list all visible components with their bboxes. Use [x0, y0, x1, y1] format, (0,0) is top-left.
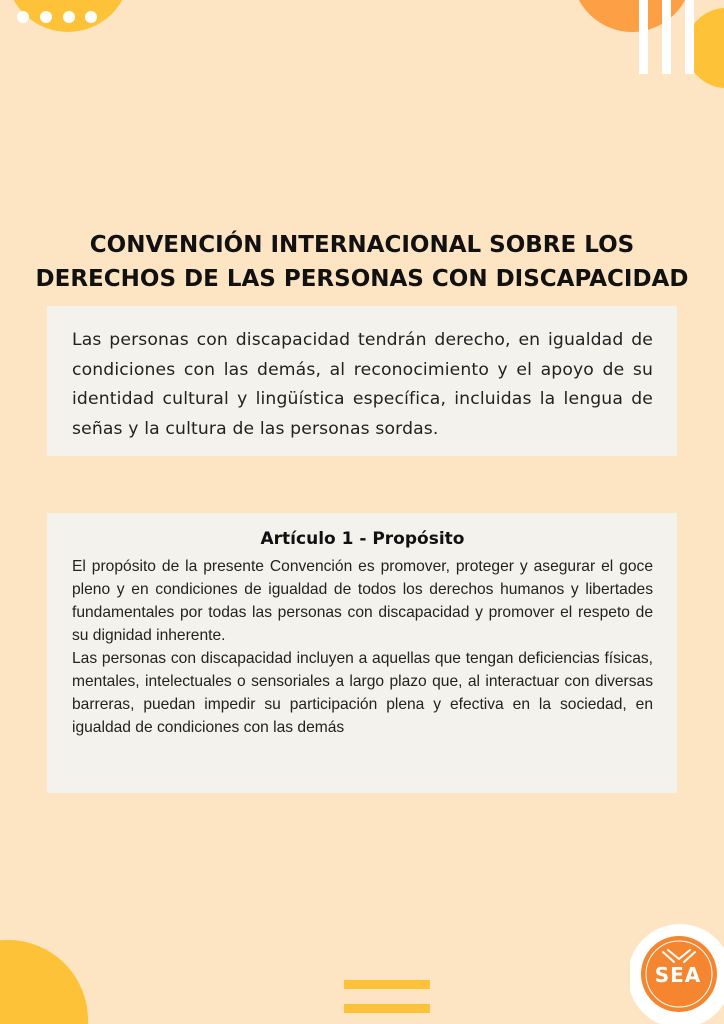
page-title — [30, 228, 694, 296]
article-heading: Artículo 1 - Propósito — [260, 529, 465, 549]
dot-4 — [85, 11, 97, 23]
yellow-bar-2 — [344, 1004, 430, 1013]
white-stripe-3 — [685, 0, 694, 74]
yellow-bar-1 — [344, 980, 430, 989]
intro-text: Las personas con discapacidad tendrán derecho, en igualdad de condiciones con las demás, al reconocimiento y el apoyo de su identidad cultural y lingüística específica, incluidas la lengua de señas y la cultura de las personas sordas. — [72, 330, 653, 439]
white-stripe-1 — [639, 0, 648, 74]
title-line-1: CONVENCIÓN INTERNACIONAL SOBRE LOS — [89, 232, 635, 258]
dot-3 — [63, 11, 75, 23]
logo-text: SEA — [654, 963, 702, 987]
dot-2 — [40, 11, 52, 23]
white-stripe-2 — [662, 0, 671, 74]
article-box — [47, 513, 677, 793]
title-line-2: DERECHOS DE LAS PERSONAS CON DISCAPACIDAD — [35, 266, 689, 292]
article-paragraph-2: Las personas con discapacidad incluyen a aquellas que tengan deficiencias físicas, mentales, intelectuales o sensoriales a largo plazo que, al interactuar con diversas barreras, puedan impedir su participación plena y efectiva en la sociedad, en igualdad de condiciones con las demás — [72, 650, 653, 736]
intro-box — [47, 306, 677, 456]
dot-1 — [17, 11, 29, 23]
article-paragraph-1: El propósito de la presente Convención es promover, proteger y asegurar el goce pleno y en condiciones de igualdad de todos los derechos humanos y libertades fundamentales por todas las personas con discapacidad y promover el respeto de su dignidad inherente. — [72, 558, 653, 644]
